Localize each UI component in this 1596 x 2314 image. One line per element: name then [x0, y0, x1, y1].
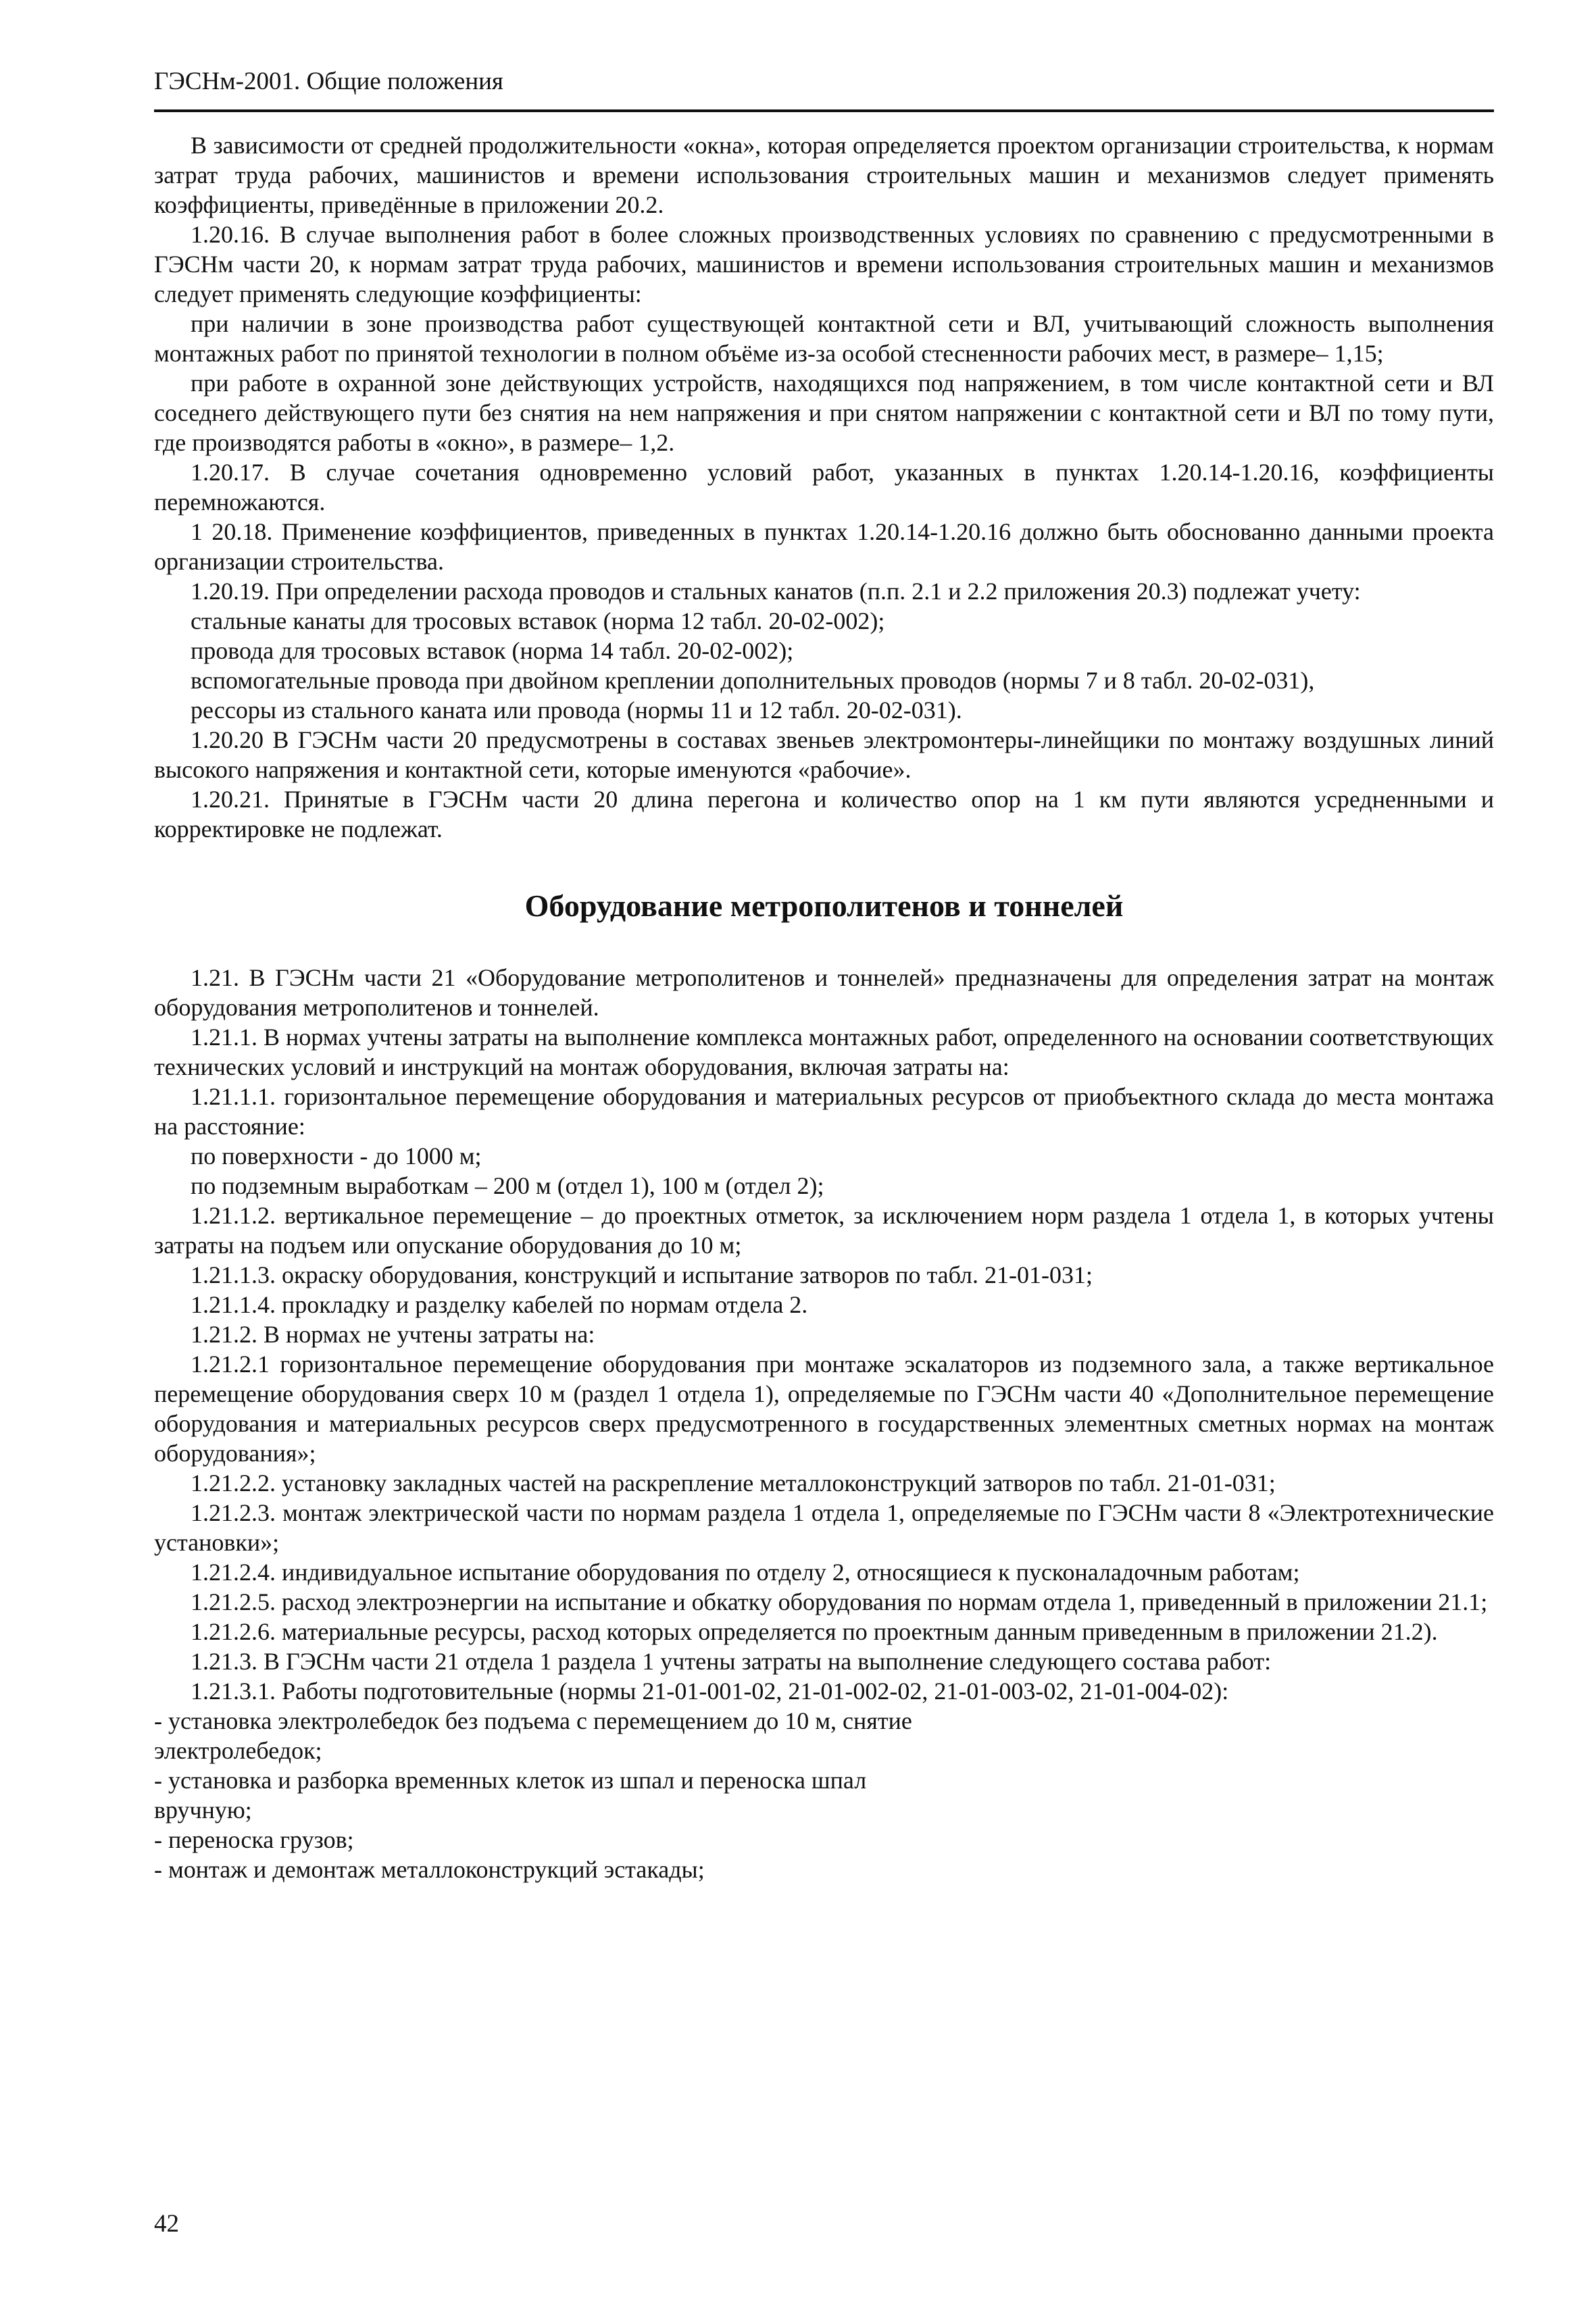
- paragraph: 1.21.2.6. материальные ресурсы, расход которых определяется по проектным данным приведенным в приложении 21.2).: [191, 1618, 1438, 1645]
- paragraph: 1.20.21. Принятые в ГЭСНм части 20 длина перегона и количество опор на 1 км пути являются усредненными и корректировке не подлежат.: [154, 786, 1494, 842]
- list-item: - установка и разборка временных клеток из шпал и переноска шпал: [154, 1767, 867, 1794]
- paragraph: 1.20.20 В ГЭСНм части 20 предусмотрены в составах звеньев электромонтеры-линейщики по монтажу воздушных линий высокого напряжения и контактной сети, которые именуются «рабочие».: [154, 726, 1494, 783]
- list-item: электролебедок;: [154, 1737, 322, 1764]
- page-header: [154, 62, 1494, 112]
- paragraph: В зависимости от средней продолжительности «окна», которая определяется проектом организации строительства, к нормам затрат труда рабочих, машинистов и времени использования строительных машин и механизмов следует применять коэффициенты, приведённые в приложении 20.2.: [154, 132, 1494, 218]
- paragraph: 1.21.2. В нормах не учтены затраты на:: [191, 1321, 595, 1348]
- paragraph: 1.21.2.2. установку закладных частей на раскрепление металлоконструкций затворов по табл. 21-01-031;: [191, 1469, 1276, 1496]
- paragraph: 1.20.17. В случае сочетания одновременно условий работ, указанных в пунктах 1.20.14-1.20.16, коэффициенты перемножаются.: [154, 459, 1494, 515]
- paragraph: 1.21.2.4. индивидуальное испытание оборудования по отделу 2, относящиеся к пусконаладочным работам;: [191, 1559, 1300, 1586]
- paragraph: 1.21.2.5. расход электроэнергии на испытание и обкатку оборудования по нормам отдела 1, приведенный в приложении 21.1;: [191, 1588, 1488, 1615]
- paragraph: при работе в охранной зоне действующих устройств, находящихся под напряжением, в том числе контактной сети и ВЛ соседнего действующего пути без снятия на нем напряжения и при снятом напряжении с контактной сети и ВЛ по тому пути, где производятся работы в «окно», в размере– 1,2.: [154, 370, 1494, 456]
- running-header-title: ГЭСНм-2001. Общие положения: [154, 68, 503, 95]
- list-item: рессоры из стального каната или провода (нормы 11 и 12 табл. 20-02-031).: [191, 697, 962, 724]
- list-item: стальные канаты для тросовых вставок (норма 12 табл. 20-02-002);: [191, 607, 885, 634]
- paragraph: при наличии в зоне производства работ существующей контактной сети и ВЛ, учитывающий сложность выполнения монтажных работ по принятой технологии в полном объёме из-за особой стесненности рабочих мест, в размере– 1,15;: [154, 310, 1494, 367]
- paragraph: 1.21.3.1. Работы подготовительные (нормы 21-01-001-02, 21-01-002-02, 21-01-003-02, 21-01-004-02):: [191, 1678, 1229, 1705]
- page-number: 42: [154, 2210, 179, 2238]
- section-heading: Оборудование метрополитенов и тоннелей: [524, 888, 1124, 923]
- list-item: по подземным выработкам – 200 м (отдел 1), 100 м (отдел 2);: [191, 1172, 824, 1199]
- list-item: провода для тросовых вставок (норма 14 табл. 20-02-002);: [191, 637, 794, 664]
- list-item: - монтаж и демонтаж металлоконструкций эстакады;: [154, 1856, 705, 1883]
- document-body: [154, 130, 1494, 1884]
- list-item: - установка электролебедок без подъема с перемещением до 10 м, снятие: [154, 1707, 912, 1734]
- paragraph: 1.20.16. В случае выполнения работ в более сложных производственных условиях по сравнению с предусмотренными в ГЭСНм части 20, к нормам затрат труда рабочих, машинистов и времени использования строительных машин и механизмов следует применять следующие коэффициенты:: [154, 221, 1494, 307]
- paragraph: 1 20.18. Применение коэффициентов, приведенных в пунктах 1.20.14-1.20.16 должно быть обоснованно данными проекта организации строительства.: [154, 518, 1494, 575]
- paragraph: 1.21.1.4. прокладку и разделку кабелей по нормам отдела 2.: [191, 1291, 808, 1318]
- list-item: - переноска грузов;: [154, 1826, 354, 1853]
- list-item: по поверхности - до 1000 м;: [191, 1142, 482, 1169]
- paragraph: 1.21.1. В нормах учтены затраты на выполнение комплекса монтажных работ, определенного на основании соответствующих технических условий и инструкций на монтаж оборудования, включая затраты на:: [154, 1024, 1494, 1080]
- paragraph: 1.21.2.3. монтаж электрической части по нормам раздела 1 отдела 1, определяемые по ГЭСНм части 8 «Электротехнические установки»;: [154, 1499, 1494, 1556]
- paragraph: 1.21.2.1 горизонтальное перемещение оборудования при монтаже эскалаторов из подземного зала, а также вертикальное перемещение оборудования сверх 10 м (раздел 1 отдела 1), определяемые по ГЭСНм части 40 «Дополнительное перемещение оборудования и материальных ресурсов сверх предусмотренного в государственных элементных сметных нормах на монтаж оборудования»;: [154, 1351, 1494, 1467]
- paragraph: 1.21. В ГЭСНм части 21 «Оборудование метрополитенов и тоннелей» предназначены для определения затрат на монтаж оборудования метрополитенов и тоннелей.: [154, 964, 1494, 1021]
- paragraph: 1.21.3. В ГЭСНм части 21 отдела 1 раздела 1 учтены затраты на выполнение следующего состава работ:: [191, 1648, 1272, 1675]
- document-page: [154, 0, 1494, 2314]
- list-item: вручную;: [154, 1796, 252, 1823]
- paragraph: 1.20.19. При определении расхода проводов и стальных канатов (п.п. 2.1 и 2.2 приложения 20.3) подлежат учету:: [191, 578, 1361, 605]
- paragraph: 1.21.1.2. вертикальное перемещение – до проектных отметок, за исключением норм раздела 1 отдела 1, в которых учтены затраты на подъем или опускание оборудования до 10 м;: [154, 1202, 1494, 1259]
- paragraph: 1.21.1.1. горизонтальное перемещение оборудования и материальных ресурсов от приобъектного склада до места монтажа на расстояние:: [154, 1083, 1494, 1140]
- list-item: вспомогательные провода при двойном креплении дополнительных проводов (нормы 7 и 8 табл. 20-02-031),: [191, 667, 1315, 694]
- paragraph: 1.21.1.3. окраску оборудования, конструкций и испытание затворов по табл. 21-01-031;: [191, 1261, 1093, 1288]
